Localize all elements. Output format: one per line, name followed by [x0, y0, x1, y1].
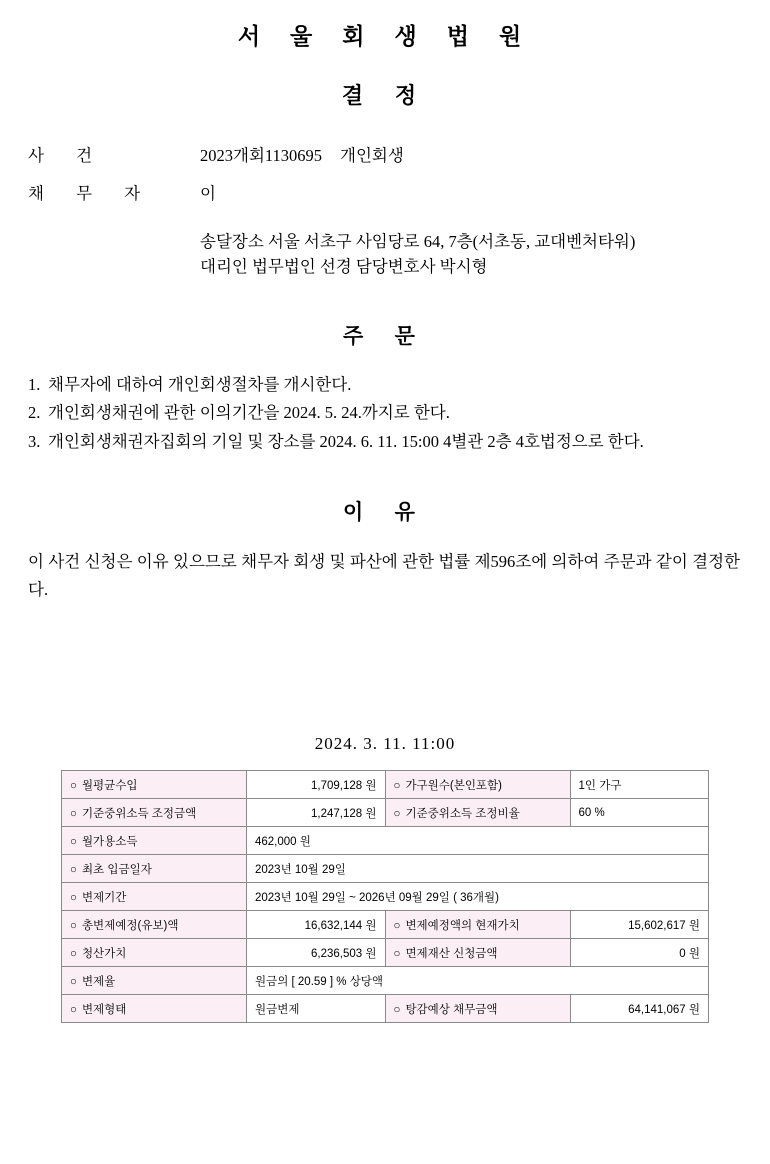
- bullet-icon: ○: [393, 919, 401, 932]
- row-value: 462,000 원: [247, 827, 709, 855]
- bullet-icon: ○: [393, 779, 401, 792]
- row-label-text: 기준중위소득 조정금액: [81, 807, 197, 820]
- bullet-icon: ○: [70, 947, 77, 960]
- reason-section-heading: 이 유: [343, 498, 427, 524]
- bullet-icon: ○: [70, 807, 77, 820]
- order-item-text: 채무자에 대하여 개인회생절차를 개시한다.: [48, 374, 352, 394]
- order-section-heading: 주 문: [343, 322, 427, 348]
- service-address-block: [0, 230, 770, 280]
- row-value: 2023년 10월 29일: [247, 855, 709, 883]
- row-value-2: 1인 가구: [570, 771, 709, 799]
- field-label-case: 사 건: [28, 146, 107, 165]
- bullet-icon: ○: [70, 835, 77, 848]
- table-row: [62, 911, 709, 939]
- row-label-2: [385, 771, 570, 799]
- row-label: [62, 771, 247, 799]
- row-label-text: 최초 입금일자: [81, 863, 152, 876]
- table-row: [62, 827, 709, 855]
- row-label: [62, 967, 247, 995]
- table-row: [62, 967, 709, 995]
- field-value-debtor: 이: [200, 184, 216, 203]
- field-value-case: [200, 142, 770, 166]
- row-label-2-text: 면제재산 신청금액: [405, 947, 498, 960]
- field-row-case: [28, 142, 770, 166]
- row-label-text: 변제기간: [81, 891, 127, 904]
- table-row: [62, 995, 709, 1023]
- table-row: [62, 855, 709, 883]
- row-value: 2023년 10월 29일 ~ 2026년 09월 29일 ( 36개월): [247, 883, 709, 911]
- row-value-2: 60 %: [570, 799, 709, 827]
- bullet-icon: ○: [70, 863, 77, 876]
- row-label-text: 월평균수입: [81, 779, 138, 792]
- row-value-2: 15,602,617 원: [570, 911, 709, 939]
- court-title: 서 울 회 생 법 원: [237, 23, 533, 50]
- reason-body: [0, 548, 770, 605]
- order-item-number: 2.: [28, 403, 41, 423]
- row-value: 원금의 [ 20.59 ] % 상당액: [247, 967, 709, 995]
- case-type: 개인회생: [340, 146, 404, 165]
- order-list: [0, 372, 770, 456]
- decision-date: 2024. 3. 11. 11:00: [314, 734, 456, 754]
- table-row: [62, 939, 709, 967]
- bullet-icon: ○: [70, 891, 77, 904]
- row-label-text: 총변제예정(유보)액: [81, 919, 179, 932]
- order-item: [28, 429, 770, 456]
- case-fields: [0, 142, 770, 204]
- table-row: [62, 883, 709, 911]
- row-label: [62, 799, 247, 827]
- row-label-2: [385, 911, 570, 939]
- field-label-debtor: 채 무 자: [28, 184, 155, 203]
- order-item: [28, 372, 770, 399]
- row-label-text: 월가용소득: [81, 835, 138, 848]
- row-label-2-text: 변제예정액의 현재가치: [405, 919, 520, 932]
- table-row: [62, 799, 709, 827]
- row-value: 6,236,503 원: [247, 939, 386, 967]
- financial-summary-table: [61, 770, 709, 1023]
- bullet-icon: ○: [393, 947, 401, 960]
- bullet-icon: ○: [70, 779, 77, 792]
- bullet-icon: ○: [70, 919, 77, 932]
- order-item-number: 3.: [28, 431, 41, 451]
- bullet-icon: ○: [393, 807, 401, 820]
- representative-line: 대리인 법무법인 선경 담당변호사 박시형: [200, 256, 488, 276]
- row-value: 원금변제: [247, 995, 386, 1023]
- row-label: [62, 855, 247, 883]
- reason-text: 이 사건 신청은 이유 있으므로 채무자 회생 및 파산에 관한 법률 제596조에 의하여 주문과 같이 결정한다.: [28, 551, 740, 600]
- row-label-2: [385, 799, 570, 827]
- row-label: [62, 827, 247, 855]
- row-label: [62, 995, 247, 1023]
- row-label: [62, 883, 247, 911]
- table-row: [62, 771, 709, 799]
- order-item-text: 개인회생채권에 관한 이의기간을 2024. 5. 24.까지로 한다.: [48, 403, 450, 423]
- bullet-icon: ○: [70, 975, 77, 988]
- bullet-icon: ○: [70, 1003, 77, 1016]
- row-label-2-text: 가구원수(본인포함): [405, 779, 502, 792]
- row-label-2: [385, 995, 570, 1023]
- row-value-2: 0 원: [570, 939, 709, 967]
- row-label-text: 청산가치: [81, 947, 127, 960]
- order-item: [28, 400, 770, 427]
- row-value: 16,632,144 원: [247, 911, 386, 939]
- row-value-2: 64,141,067 원: [570, 995, 709, 1023]
- row-value: 1,247,128 원: [247, 799, 386, 827]
- row-label: [62, 911, 247, 939]
- row-label: [62, 939, 247, 967]
- row-label-2-text: 탕감예상 채무금액: [405, 1003, 498, 1016]
- field-row-debtor: [28, 180, 770, 204]
- document-page: [0, 18, 770, 1164]
- row-label-text: 변제형태: [81, 1003, 127, 1016]
- row-value: 1,709,128 원: [247, 771, 386, 799]
- document-type-title: 결 정: [341, 83, 429, 109]
- row-label-2-text: 기준중위소득 조정비율: [405, 807, 520, 820]
- row-label-text: 변제율: [81, 975, 116, 988]
- bullet-icon: ○: [393, 1003, 401, 1016]
- order-item-number: 1.: [28, 374, 41, 394]
- row-label-2: [385, 939, 570, 967]
- service-address-line: 송달장소 서울 서초구 사임당로 64, 7층(서초동, 교대벤처타워): [200, 232, 636, 251]
- case-number: 2023개회1130695: [200, 146, 323, 165]
- order-item-text: 개인회생채권자집회의 기일 및 장소를 2024. 6. 11. 15:00 4별관 2층 4호법정으로 한다.: [48, 431, 644, 451]
